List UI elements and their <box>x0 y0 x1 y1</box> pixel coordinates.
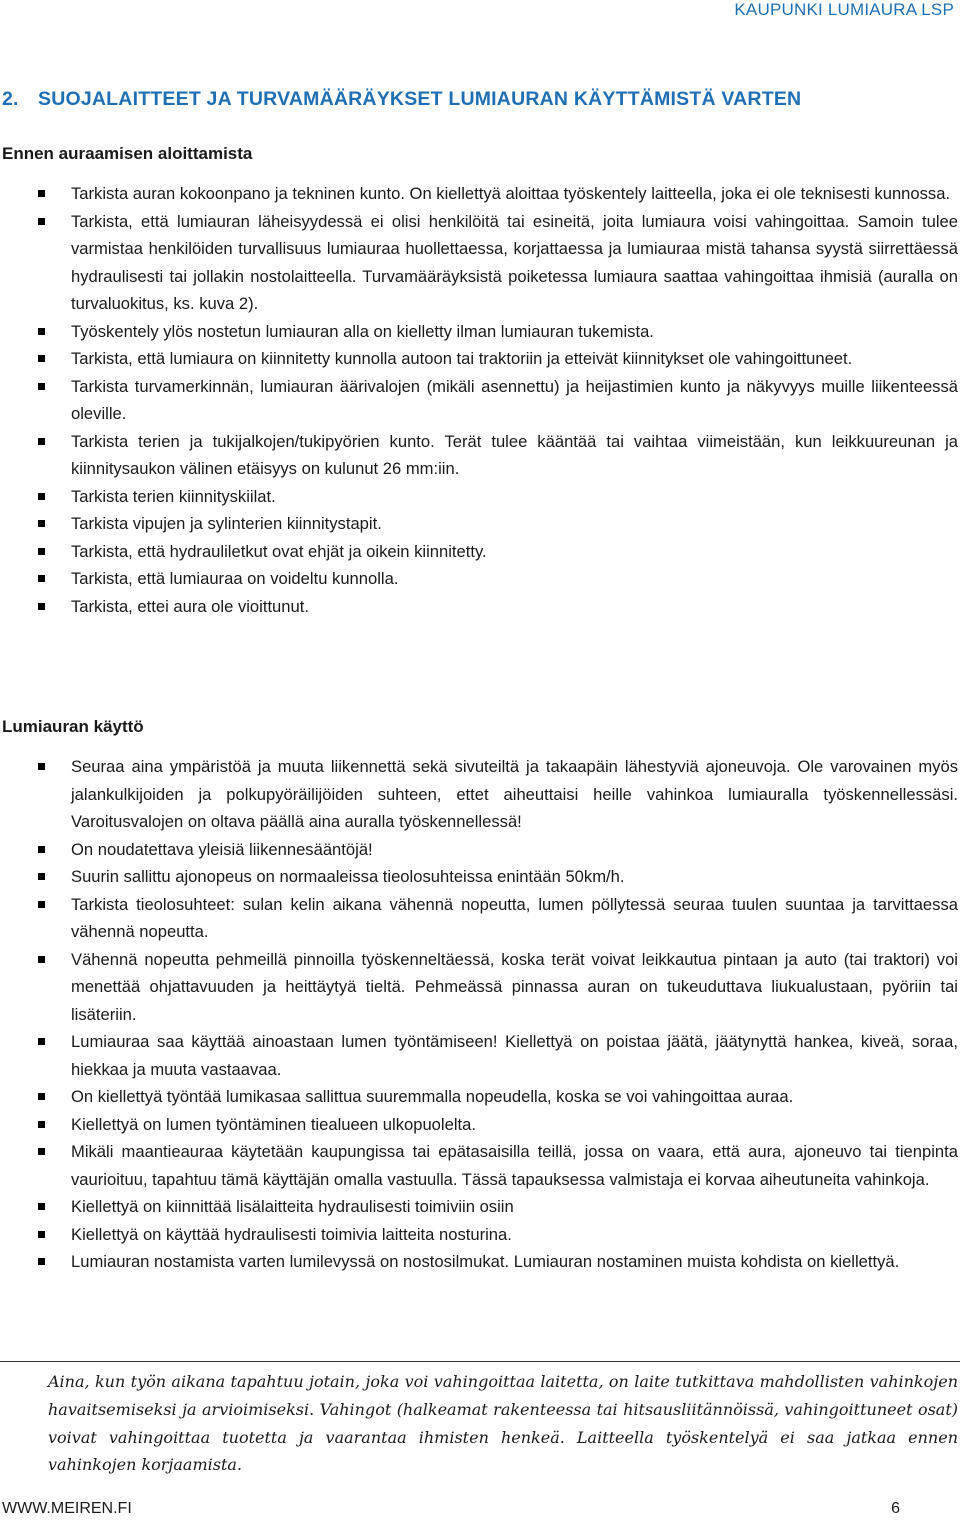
list-item: On kiellettyä työntää lumikasaa sallittua suuremmalla nopeudella, koska se voi vahingoittaa auraa. <box>0 1083 958 1111</box>
before-heading: Ennen auraamisen aloittamista <box>2 144 253 163</box>
list-item: Työskentely ylös nostetun lumiauran alla on kielletty ilman lumiauran tukemista. <box>0 318 958 346</box>
list-item: Tarkista turvamerkinnän, lumiauran äärivalojen (mikäli asennettu) ja heijastimien kunto ja näkyvyys muille liikenteessä oleville. <box>0 373 958 428</box>
section-title-text: SUOJALAITTEET JA TURVAMÄÄRÄYKSET LUMIAURAN KÄYTTÄMISTÄ VARTEN <box>38 88 802 110</box>
list-item: On noudatettava yleisiä liikennesääntöjä! <box>0 836 958 864</box>
list-item: Kiellettyä on lumen työntäminen tiealueen ulkopuolelta. <box>0 1111 958 1139</box>
list-item: Tarkista, että lumiauran läheisyydessä ei olisi henkilöitä tai esineitä, joita lumiaura voisi vahingoittaa. Samoin tulee varmistaa henkilöiden turvallisuus lumiauraa huollettaessa, korjattaessa ja lumiauraa mistä tahansa syystä siirrettäessä hydraulisesti tai jollakin nostolaitteella. Turvamääräyksistä poiketessa lumiaura saattaa vahingoittaa ihmisiä (auralla on turvaluokitus, ks. kuva 2). <box>0 208 958 318</box>
list-item: Tarkista tieolosuhteet: sulan kelin aikana vähennä nopeutta, lumen pöllytessä seuraa tuulen suuntaa ja tarvittaessa vähennä nopeutta. <box>0 891 958 946</box>
list-item: Seuraa aina ympäristöä ja muuta liikennettä sekä sivuteiltä ja takaapäin lähestyviä ajoneuvoja. Ole varovainen myös jalankulkijoiden ja polkupyöräilijöiden suhteen, ettet aiheuttaisi heille vahinkoa lumiauralla työskennellessäsi. Varoitusvalojen on oltava päällä aina auralla työskennellessä! <box>0 753 958 836</box>
usage-heading: Lumiauran käyttö <box>2 717 144 736</box>
before-list <box>0 180 958 620</box>
damage-note: Aina, kun työn aikana tapahtuu jotain, joka voi vahingoittaa laitetta, on laite tutkittava mahdollisten vahinkojen havaitsemiseksi ja arvioimiseksi. Vahingot (halkeamat rakenteessa tai hitsausliitännöissä, vahingoittuneet osat) voivat vahingoittaa tuotetta ja vaarantaa ihmisten henkeä. Laitteella työskentelyä ei saa jatkaa ennen vahinkojen korjaamista. <box>48 1372 958 1475</box>
list-item: Tarkista auran kokoonpano ja tekninen kunto. On kiellettyä aloittaa työskentely laitteella, joka ei ole teknisesti kunnossa. <box>0 180 958 208</box>
list-item: Tarkista terien kiinnityskiilat. <box>0 483 958 511</box>
list-item: Lumiauraa saa käyttää ainoastaan lumen työntämiseen! Kiellettyä on poistaa jäätä, jäätynyttä hankea, kiveä, soraa, hiekkaa ja muuta vastaavaa. <box>0 1028 958 1083</box>
list-item: Tarkista vipujen ja sylinterien kiinnitystapit. <box>0 510 958 538</box>
list-item: Lumiauran nostamista varten lumilevyssä on nostosilmukat. Lumiauran nostaminen muista kohdista on kiellettyä. <box>0 1248 958 1276</box>
list-item: Tarkista, että lumiauraa on voideltu kunnolla. <box>0 565 958 593</box>
document-header: KAUPUNKI LUMIAURA LSP <box>734 0 954 19</box>
list-item: Kiellettyä on käyttää hydraulisesti toimivia laitteita nosturina. <box>0 1221 958 1249</box>
list-item: Vähennä nopeutta pehmeillä pinnoilla työskenneltäessä, koska terät voivat leikkautua pintaan ja auto (tai traktori) voi menettää ohjattavuuden ja heittäytyä tieltä. Pehmeässä pinnassa auran on tukeuduttava liukualustaan, pyöriin tai lisäteriin. <box>0 946 958 1029</box>
list-item: Mikäli maantieauraa käytetään kaupungissa tai epätasaisilla teillä, jossa on vaara, että aura, ajoneuvo tai tienpinta vaurioituu, tapahtuu tämä käyttäjän omalla vastuulla. Tässä tapauksessa valmistaja ei korvaa aiheutuneita vahinkoja. <box>0 1138 958 1193</box>
list-item: Kiellettyä on kiinnittää lisälaitteita hydraulisesti toimiviin osiin <box>0 1193 958 1221</box>
footer-website-link[interactable]: WWW.MEIREN.FI <box>2 1500 132 1517</box>
section-title <box>2 88 952 111</box>
list-item: Tarkista, että hydrauliletkut ovat ehjät ja oikein kiinnitetty. <box>0 538 958 566</box>
usage-list <box>0 753 958 1276</box>
page-number: 6 <box>891 1500 900 1517</box>
list-item: Tarkista terien ja tukijalkojen/tukipyörien kunto. Terät tulee kääntää tai vaihtaa viimeistään, kun leikkuureunan ja kiinnitysaukon välinen etäisyys on kulunut 26 mm:iin. <box>0 428 958 483</box>
list-item: Suurin sallittu ajonopeus on normaaleissa tieolosuhteissa enintään 50km/h. <box>0 863 958 891</box>
separator-line <box>0 1361 960 1362</box>
list-item: Tarkista, ettei aura ole vioittunut. <box>0 593 958 621</box>
list-item: Tarkista, että lumiaura on kiinnitetty kunnolla autoon tai traktoriin ja etteivät kiinnitykset ole vahingoittuneet. <box>0 345 958 373</box>
section-number: 2. <box>2 88 19 110</box>
